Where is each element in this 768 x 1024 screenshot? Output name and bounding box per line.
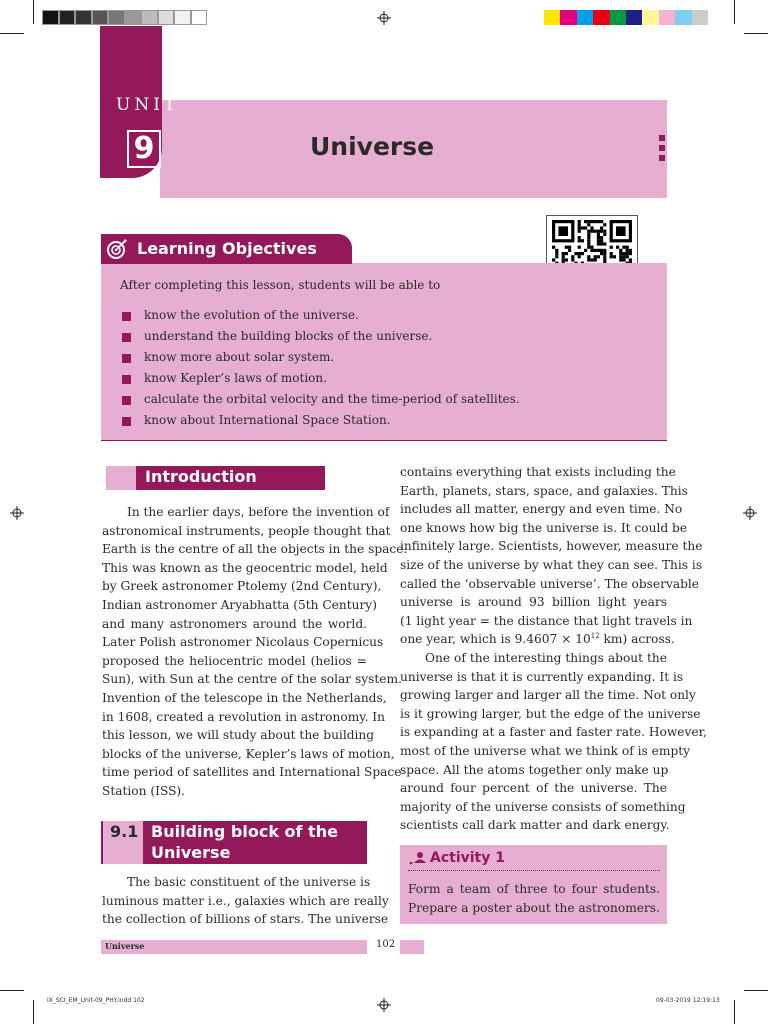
gray-swatch (75, 10, 92, 25)
section-title-line1: Building block of the (151, 822, 338, 841)
activity-text (408, 880, 660, 918)
text-line: most of the universe what we think of is empty (400, 743, 691, 758)
crop-mark (33, 0, 34, 24)
color-swatch (675, 10, 691, 25)
text-line: size of the universe by what they can see. This is (400, 557, 703, 572)
objective-text: know the evolution of the universe. (144, 308, 359, 322)
objective-item (122, 347, 520, 368)
registration-mark-icon (377, 11, 391, 25)
gray-swatch (108, 10, 125, 25)
crop-mark (744, 990, 768, 991)
text-line: Later Polish astronomer Nicolaus Copernicus (102, 635, 384, 650)
activity-title: Activity 1 (430, 850, 505, 866)
text-line: Indian astronomer Aryabhatta (5th Century) (102, 597, 377, 612)
text-line: contains everything that exists including the (400, 465, 676, 479)
text-line: In the earlier days, before the invention of (127, 505, 390, 519)
gray-swatch (92, 10, 109, 25)
footer-accent (400, 940, 424, 954)
color-swatch (692, 10, 708, 25)
target-icon (106, 238, 128, 260)
introduction-header-divider (102, 466, 106, 490)
activity-divider (408, 870, 660, 871)
gray-swatch (174, 10, 191, 25)
gray-swatch (59, 10, 76, 25)
print-slug-file: IX_SCI_EM_Unit-09_PHY.indd 102 (47, 997, 145, 1004)
superscript: 12 (590, 632, 600, 641)
color-calibration-bar (544, 10, 708, 25)
registration-mark-icon (377, 998, 391, 1012)
text-line: Invention of the telescope in the Netherlands, (102, 690, 387, 705)
objective-item (122, 368, 520, 389)
activity-icon (408, 851, 428, 865)
text-line: is expanding at a faster and faster rate. However, (400, 725, 707, 740)
bullet-square-icon (122, 417, 131, 426)
text-line: The basic constituent of the universe is (127, 875, 371, 889)
objective-item (122, 326, 520, 347)
page-title: Universe (310, 132, 435, 161)
crop-mark (734, 1000, 735, 1024)
text-fragment: km) across. (599, 632, 675, 647)
gray-swatch (141, 10, 158, 25)
objective-text: understand the building blocks of the universe. (144, 329, 433, 343)
color-swatch (642, 10, 658, 25)
bullet-square-icon (122, 312, 131, 321)
text-line (400, 630, 675, 649)
text-line: (1 light year = the distance that light travels in (400, 613, 693, 628)
color-swatch (544, 10, 560, 25)
text-fragment: one year, which is 9.4607 × 10 (400, 632, 591, 647)
objective-item (122, 389, 520, 410)
text-line: infinitely large. Scientists, however, measure the (400, 539, 703, 554)
section-title-line2: Universe (151, 843, 231, 862)
objective-text: know more about solar system. (144, 350, 335, 364)
text-line: space. All the atoms together only make up (400, 762, 669, 777)
crop-mark (744, 33, 768, 34)
section-number: 9.1 (110, 822, 139, 841)
bullet-square-icon (122, 396, 131, 405)
color-swatch (560, 10, 576, 25)
text-line: Earth is the centre of all the objects in the space. (102, 542, 408, 557)
page-number: 102 (376, 939, 396, 950)
text-line: by Greek astronomer Ptolemy (2nd Century), (102, 579, 382, 594)
text-line: scientists call dark matter and dark energy. (400, 818, 670, 833)
text-line: around four percent of the universe. The (400, 781, 667, 796)
text-line: in 1608, created a revolution in astronomy. In (102, 709, 385, 724)
objective-text: know Kepler’s laws of motion. (144, 371, 327, 385)
text-line: majority of the universe consists of something (400, 799, 686, 814)
right-column-paragraph-1 (400, 463, 703, 649)
crop-mark (33, 1000, 34, 1024)
activity-line: Prepare a poster about the astronomers. (408, 901, 660, 915)
registration-mark-icon (10, 506, 24, 520)
bullet-square-icon (122, 375, 131, 384)
text-line: universe is that it is currently expanding. It is (400, 669, 684, 684)
objective-text: know about International Space Station. (144, 413, 391, 427)
text-line: is it growing larger, but the edge of the universe (400, 706, 701, 721)
text-line: time period of satellites and International Space (102, 765, 402, 780)
introduction-header-accent (106, 466, 136, 490)
color-swatch (593, 10, 609, 25)
gray-swatch (42, 10, 59, 25)
color-swatch (659, 10, 675, 25)
learning-objectives-title: Learning Objectives (137, 239, 317, 258)
text-line: includes all matter, energy and even time. No (400, 502, 683, 517)
gray-swatch (125, 10, 142, 25)
print-slug-timestamp: 09-03-2019 12:19:13 (656, 997, 720, 1004)
crop-mark (0, 33, 24, 34)
text-line: One of the interesting things about the (425, 651, 667, 665)
color-swatch (610, 10, 626, 25)
right-column-paragraph-2 (400, 649, 707, 835)
color-swatch (626, 10, 642, 25)
text-line: and many astronomers around the world. (102, 616, 367, 631)
crop-mark (734, 0, 735, 24)
unit-number: 9 (127, 130, 161, 168)
bullet-square-icon (122, 354, 131, 363)
gray-swatch (158, 10, 175, 25)
grayscale-calibration-bar (42, 10, 207, 25)
text-line: Sun), with Sun at the centre of the solar system. (102, 672, 402, 687)
text-line: blocks of the universe, Kepler’s laws of motion, (102, 746, 395, 761)
learning-objectives-intro: After completing this lesson, students will be able to (120, 278, 441, 292)
text-line: This was known as the geocentric model, held (102, 560, 388, 575)
crop-mark (0, 990, 24, 991)
text-line: universe is around 93 billion light years (400, 595, 667, 610)
bullet-square-icon (122, 333, 131, 342)
text-line: growing larger and larger all the time. Not only (400, 688, 696, 703)
introduction-title: Introduction (145, 467, 257, 486)
text-line: this lesson, we will study about the building (102, 728, 375, 743)
text-line: the collection of billions of stars. The universe (102, 912, 389, 927)
objective-text: calculate the orbital velocity and the time-period of satellites. (144, 392, 520, 406)
objective-item (122, 410, 520, 431)
text-line: astronomical instruments, people thought that (102, 523, 391, 538)
color-swatch (577, 10, 593, 25)
section-9-1-paragraph (102, 873, 389, 929)
text-line: Station (ISS). (102, 783, 186, 798)
gray-swatch (191, 10, 208, 25)
activity-line: Form a team of three to four students. (408, 882, 660, 896)
text-line: proposed the heliocentric model (helios = (102, 653, 367, 668)
title-decoration (659, 135, 667, 165)
text-line: Earth, planets, stars, space, and galaxies. This (400, 483, 688, 498)
unit-label: UNIT (116, 95, 180, 115)
introduction-paragraph (102, 503, 408, 801)
text-line: one knows how big the universe is. It could be (400, 520, 688, 535)
objective-item (122, 305, 520, 326)
text-line: luminous matter i.e., galaxies which are really (102, 893, 389, 908)
footer-chapter-label: Universe (105, 941, 145, 951)
learning-objectives-list (122, 305, 520, 431)
text-line: called the ‘observable universe’. The observable (400, 576, 700, 591)
registration-mark-icon (743, 506, 757, 520)
